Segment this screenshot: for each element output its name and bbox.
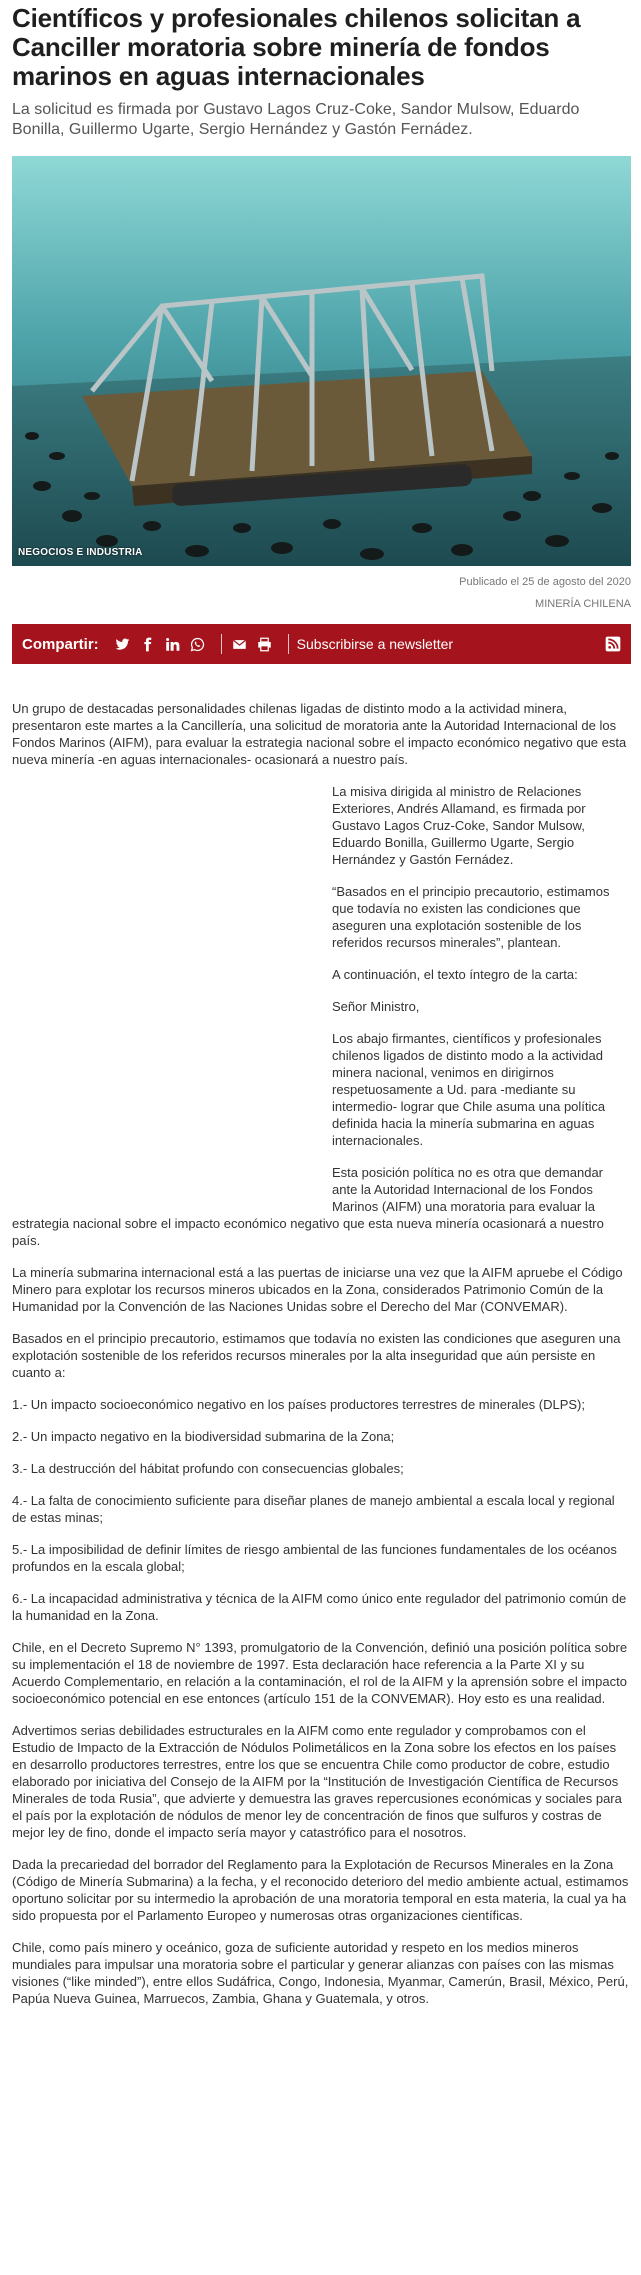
hero-image (12, 156, 631, 566)
facebook-icon[interactable] (138, 634, 158, 654)
list-item: 2.- Un impacto negativo en la biodiversidad submarina de la Zona; (12, 1429, 395, 1444)
paragraph: “Basados en el principio precautorio, estimamos que todavía no existen las condiciones que aseguren una explotación sostenible de los referidos recursos minerales”, plantean. (332, 884, 610, 950)
share-divider (221, 634, 222, 654)
category-badge[interactable]: NEGOCIOS E INDUSTRIA (18, 547, 143, 558)
newsletter-link[interactable]: Subscribirse a newsletter (296, 636, 454, 652)
linkedin-icon[interactable] (163, 634, 183, 654)
article-subtitle: La solicitud es firmada por Gustavo Lagos Cruz-Coke, Sandor Mulsow, Eduardo Bonilla, Guillermo Ugarte, Sergio Hernández y Gastón Fernádez. (12, 101, 580, 138)
paragraph: Chile, en el Decreto Supremo N° 1393, promulgatorio de la Convención, definió una posición política sobre su implementación el 18 de noviembre de 1997. Esta declaración hace referencia a la Parte XI y su Acuerdo Complementario, en relación a la contaminación, el rol de la AIFM y la aprensión sobre el impacto socioeconómico potencial en ese entonces (artículo 151 de la CONVEMAR). Hoy esto es una realidad. (12, 1640, 628, 1706)
list-item: 5.- La imposibilidad de definir límites de riesgo ambiental de las funciones fundamentales de los océanos profundos en la escala global; (12, 1542, 617, 1574)
twitter-icon[interactable] (113, 634, 133, 654)
print-icon[interactable] (255, 634, 275, 654)
list-item: 6.- La incapacidad administrativa y técnica de la AIFM como único ente regulador del patrimonio común de la humanidad en la Zona. (12, 1591, 627, 1623)
list-item: 1.- Un impacto socioeconómico negativo en los países productores terrestres de minerales (DLPS); (12, 1397, 585, 1412)
list-item: 3.- La destrucción del hábitat profundo con consecuencias globales; (12, 1461, 404, 1476)
whatsapp-icon[interactable] (188, 634, 208, 654)
publish-date: Publicado el 25 de agosto del 2020 (459, 576, 631, 588)
seabed-mining-illustration (12, 156, 631, 566)
paragraph: Un grupo de destacadas personalidades chilenas ligadas de distinto modo a la actividad minera, presentaron este martes a la Cancillería, una solicitud de moratoria ante la Autoridad Internacional de los Fondos Marinos (AIFM), para evaluar la estrategia nacional sobre el impacto económico negativo que esta nueva minería -en aguas internacionales- ocasionará a nuestro país. (12, 701, 627, 767)
paragraph: La minería submarina internacional está a las puertas de iniciarse una vez que la AIFM apruebe el Código Minero para explotar los recursos mineros ubicados en la Zona, considerados Patrimonio Común de la Humanidad por la Convención de las Naciones Unidas sobre el Derecho del Mar (CONVEMAR). (12, 1265, 623, 1314)
rss-icon[interactable] (605, 636, 621, 652)
share-bar (12, 624, 631, 664)
article-source: MINERÍA CHILENA (535, 598, 631, 610)
paragraph: Advertimos serias debilidades estructurales en la AIFM como ente regulador y comprobamos con el Estudio de Impacto de la Extracción de Nódulos Polimetálicos en la Zona sobre los efectos en los países en desarrollo productores terrestres, entre los que se encuentra Chile como productor de cobre, estudio elaborado por iniciativa del Consejo de la AIFM por la “Institución de Investigación Científica de Recursos Minerales de toda Rusia”, que advierte y demuestra las graves repercusiones económicas y sociales para el país por la explotación de nódulos de menor ley de concentración de finos que sulfuros y costras de mejor ley de fino, donde el impacto sería mayor y catastrófico para el nosotros. (12, 1723, 622, 1840)
paragraph: Los abajo firmantes, científicos y profesionales chilenos ligados de distinto modo a la actividad minera nacional, venimos en dirigirnos respetuosamente a Ud. para -mediante su intermedio- lograr que Chile asuma una política definida hacia la minería submarina en aguas internacionales. (332, 1031, 606, 1148)
share-label: Compartir: (22, 635, 99, 653)
paragraph: Señor Ministro, (332, 999, 420, 1014)
paragraph: Basados en el principio precautorio, estimamos que todavía no existen las condiciones que aseguren una explotación sostenible de los referidos recursos minerales por la alta inseguridad que aún persiste en cuanto a: (12, 1331, 621, 1380)
paragraph: Chile, como país minero y oceánico, goza de suficiente autoridad y respeto en los medios mineros mundiales para impulsar una moratoria sobre el particular y generar alianzas con países con las mismas visiones (“like minded”), entre ellos Sudáfrica, Congo, Indonesia, Myanmar, Camerún, Brasil, México, Perú, Papúa Nueva Guinea, Marruecos, Zambia, Ghana y Guatemala, y otros. (12, 1940, 629, 2006)
paragraph: Dada la precariedad del borrador del Reglamento para la Explotación de Recursos Minerales en la Zona (Código de Minería Submarina) a la fecha, y el reconocido deterioro del medio ambiente actual, estimamos oportuno solicitar por su intermedio la aprobación de una moratoria temporal en esta materia, la cual ya ha sido propuesta por el Parlamento Europeo y numerosas otras organizaciones científicas. (12, 1857, 629, 1923)
email-icon[interactable] (230, 634, 250, 654)
paragraph: Esta posición política no es otra que demandar ante la Autoridad Internacional de los Fondos Marinos (AIFM) una moratoria para evaluar la estrategia nacional sobre el impacto económico negativo que esta nueva minería ocasionará a nuestro país. (12, 1165, 604, 1248)
list-item: 4.- La falta de conocimiento suficiente para diseñar planes de manejo ambiental a escala local y regional de estas minas; (12, 1493, 615, 1525)
ad-placeholder (12, 783, 332, 1203)
article-body (12, 700, 631, 2007)
share-divider (288, 634, 289, 654)
article-headline: Científicos y profesionales chilenos solicitan a Canciller moratoria sobre minería de fondos marinos en aguas internacionales (12, 3, 581, 91)
paragraph: A continuación, el texto íntegro de la carta: (332, 967, 578, 982)
paragraph: La misiva dirigida al ministro de Relaciones Exteriores, Andrés Allamand, es firmada por Gustavo Lagos Cruz-Coke, Sandor Mulsow, Eduardo Bonilla, Guillermo Ugarte, Sergio Hernández y Gastón Fernádez. (332, 784, 586, 867)
